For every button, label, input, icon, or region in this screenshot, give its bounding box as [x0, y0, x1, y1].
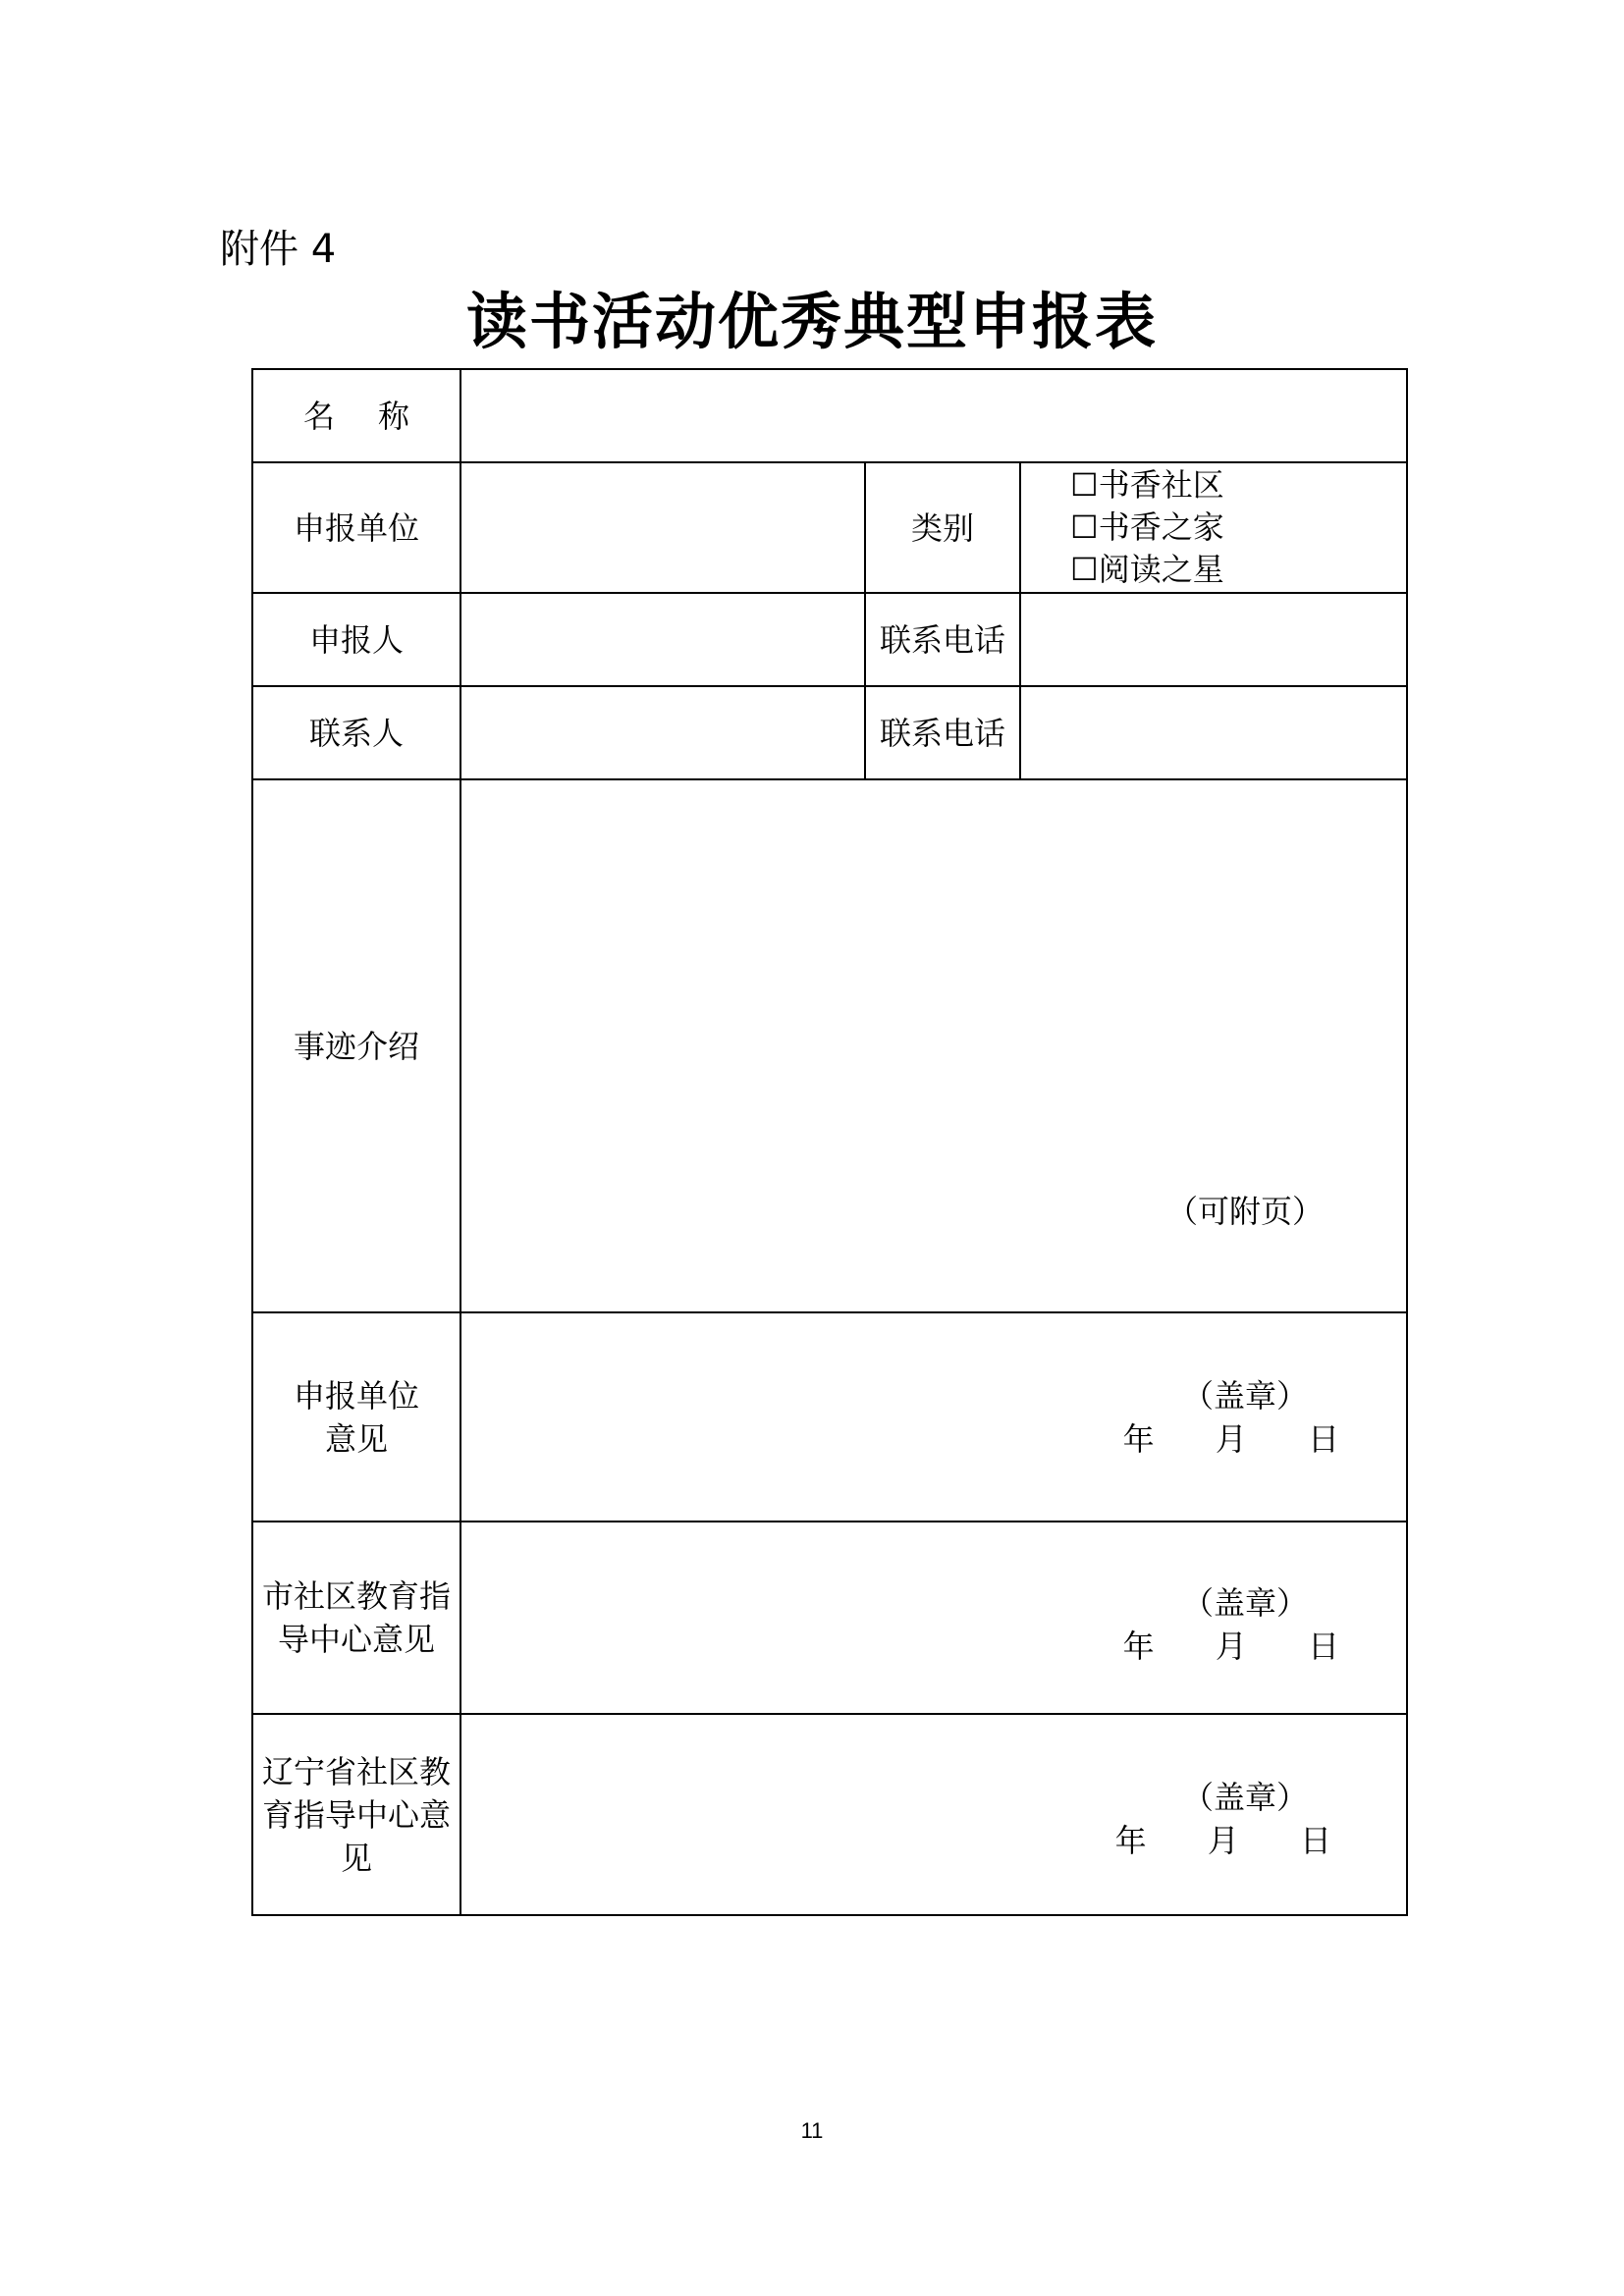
row-applicant: [252, 593, 1407, 686]
phone-label-1: 联系电话: [865, 593, 1020, 686]
unit-date-month: 月: [1215, 1420, 1247, 1458]
unit-opinion-label-line2: 意见: [324, 1419, 388, 1458]
province-opinion-label-line3: 见: [340, 1839, 372, 1877]
row-unit-opinion: [252, 1312, 1407, 1522]
unit-opinion-label-line1: 申报单位: [293, 1376, 419, 1415]
row-unit: [252, 462, 1407, 593]
contact-value-cell[interactable]: [460, 686, 865, 779]
city-opinion-label: [252, 1522, 460, 1714]
unit-stamp-text: （盖章）: [1182, 1377, 1309, 1415]
city-date-day: 日: [1308, 1628, 1340, 1665]
category-option-family[interactable]: ☐书香之家: [1070, 508, 1224, 546]
province-opinion-label-line2: 育指导中心意: [261, 1795, 451, 1834]
city-date-month: 月: [1215, 1628, 1247, 1665]
contact-label: 联系人: [252, 686, 460, 779]
name-label-cell: [252, 369, 460, 462]
category-option-star[interactable]: ☐阅读之星: [1070, 551, 1224, 588]
attachment-label: 附件 4: [220, 227, 337, 272]
unit-label: 申报单位: [252, 462, 460, 593]
unit-date-day: 日: [1308, 1420, 1340, 1458]
row-deeds: [252, 779, 1407, 1312]
category-option-community[interactable]: ☐书香社区: [1070, 466, 1224, 504]
row-province-opinion: [252, 1714, 1407, 1915]
province-date-day: 日: [1300, 1822, 1332, 1859]
unit-date: [1123, 1417, 1339, 1461]
deeds-note: （可附页）: [1166, 1193, 1325, 1230]
province-date-month: 月: [1207, 1822, 1239, 1859]
city-opinion-cell[interactable]: [460, 1522, 1407, 1714]
province-date: [1115, 1819, 1331, 1862]
province-stamp-text: （盖章）: [1182, 1779, 1309, 1816]
unit-opinion-label: [252, 1312, 460, 1522]
form-title: 读书活动优秀典型申报表: [465, 286, 1158, 357]
deeds-value-cell[interactable]: [460, 779, 1407, 1312]
category-options: [1020, 462, 1407, 593]
phone-label-2: 联系电话: [865, 686, 1020, 779]
city-date-year: 年: [1122, 1628, 1155, 1665]
city-opinion-label-line2: 导中心意见: [277, 1621, 435, 1658]
applicant-value-cell[interactable]: [460, 593, 865, 686]
phone-value-cell-2[interactable]: [1020, 686, 1407, 779]
deeds-label: 事迹介绍: [252, 779, 460, 1312]
row-city-opinion: [252, 1522, 1407, 1714]
province-date-year: 年: [1114, 1822, 1147, 1859]
province-opinion-cell[interactable]: [460, 1714, 1407, 1915]
unit-opinion-cell[interactable]: [460, 1312, 1407, 1522]
category-label: 类别: [865, 462, 1020, 593]
page-number: 11: [800, 2118, 824, 2143]
city-date: [1123, 1625, 1339, 1668]
province-opinion-label: [252, 1714, 460, 1915]
name-value-cell[interactable]: [460, 369, 1407, 462]
applicant-label: 申报人: [252, 593, 460, 686]
application-form-table: [251, 368, 1408, 1916]
unit-value-cell[interactable]: [460, 462, 865, 593]
city-stamp-text: （盖章）: [1182, 1584, 1309, 1622]
city-opinion-label-line1: 市社区教育指: [261, 1577, 451, 1615]
phone-value-cell-1[interactable]: [1020, 593, 1407, 686]
row-contact: [252, 686, 1407, 779]
row-name: [252, 369, 1407, 462]
unit-date-year: 年: [1122, 1420, 1155, 1458]
province-opinion-label-line1: 辽宁省社区教: [261, 1752, 451, 1790]
name-label: 名称: [302, 397, 453, 435]
